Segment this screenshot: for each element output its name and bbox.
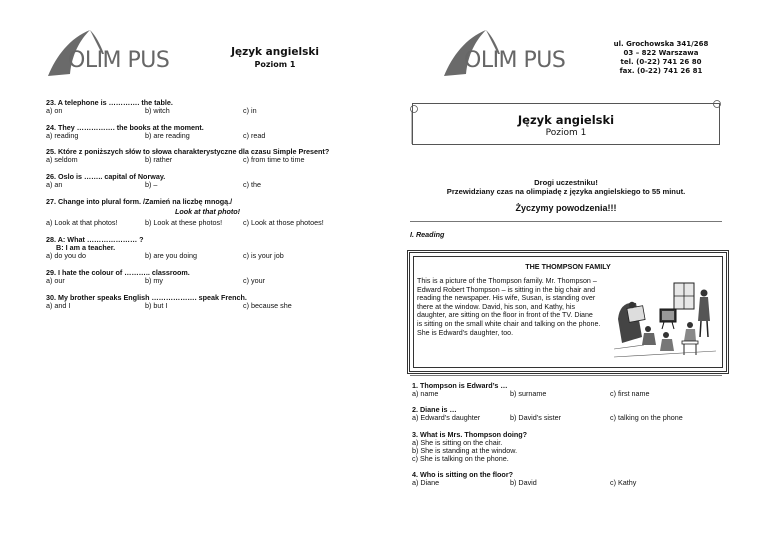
option-30a: a) and I: [46, 301, 71, 310]
reading-line: is sitting on the small white chair and talking on the phone.: [417, 319, 601, 328]
question-23: 23. A telephone is …………. the table.: [46, 98, 173, 107]
reading-option-1b: b) surname: [510, 389, 547, 398]
reading-option-1c: c) first name: [610, 389, 650, 398]
reading-title: THE THOMPSON FAMILY: [525, 262, 611, 271]
option-28c: c) is your job: [243, 251, 284, 260]
reading-box: [407, 250, 729, 374]
option-23b: b) witch: [145, 106, 170, 115]
scroll-curl-icon: [404, 100, 724, 148]
question-29: 29. I hate the colour of ……….. classroom.: [46, 268, 190, 277]
question-27: 27. Change into plural form. /Zamień na liczbę mnogą./: [46, 197, 233, 206]
reading-text: [417, 277, 613, 337]
option-28b: b) are you doing: [145, 251, 197, 260]
divider-top: [410, 221, 722, 222]
question-28-answer: B: I am a teacher.: [56, 243, 116, 252]
option-23a: a) on: [46, 106, 63, 115]
reading-option-3b: b) She is standing at the window.: [412, 446, 518, 455]
option-26b: b) –: [145, 180, 158, 189]
reading-option-4b: b) David: [510, 478, 537, 487]
reading-option-3a: a) She is sitting on the chair.: [412, 438, 503, 447]
option-26c: c) the: [243, 180, 261, 189]
question-25: 25. Które z poniższych słów to słowa charakterystyczne dla czasu Simple Present?: [46, 147, 330, 156]
address-city: 03 – 822 Warszawa: [623, 49, 699, 57]
greeting: Drogi uczestniku!: [534, 178, 598, 187]
question-24: 24. They ……………. the books at the moment.: [46, 123, 204, 132]
reading-box-inner: [413, 256, 723, 368]
divider-bottom: [410, 375, 722, 376]
reading-option-4c: c) Kathy: [610, 478, 637, 487]
family-illustration: [614, 279, 716, 361]
option-24c: c) read: [243, 131, 266, 140]
reading-option-3c: c) She is talking on the phone.: [412, 454, 509, 463]
address-street: ul. Grochowska 341/268: [613, 40, 709, 48]
address-fax: fax. (0-22) 741 26 81: [619, 67, 703, 75]
option-26a: a) an: [46, 180, 63, 189]
option-27b: b) Look at these photos!: [145, 218, 223, 227]
reading-line: there at the window. David, his son, and Kathy, his: [417, 302, 575, 311]
reading-option-2b: b) David’s sister: [510, 413, 561, 422]
reading-question-4: 4. Who is sitting on the floor?: [412, 470, 514, 479]
reading-option-2c: c) talking on the phone: [610, 413, 683, 422]
scroll-level: Poziom 1: [545, 128, 587, 138]
logo-text: OLIM PUS: [68, 48, 170, 73]
option-23c: c) in: [243, 106, 257, 115]
address-phone: tel. (0-22) 741 26 80: [620, 58, 702, 66]
reading-question-2: 2. Diane is …: [412, 405, 457, 414]
reading-option-1a: a) name: [412, 389, 439, 398]
scroll-title: Język angielski: [517, 113, 615, 127]
reading-line: reading the newspaper. His wife, Susan, is standing over: [417, 294, 596, 303]
level-label: Poziom 1: [254, 60, 296, 69]
option-25a: a) seldom: [46, 155, 78, 164]
reading-option-4a: a) Diane: [412, 478, 440, 487]
option-24a: a) reading: [46, 131, 79, 140]
section-heading: I. Reading: [410, 230, 445, 239]
reading-line: Edward Robert Thompson – is sitting in the big chair and: [417, 285, 596, 294]
option-25c: c) from time to time: [243, 155, 305, 164]
reading-line: This is a picture of the Thompson family. Mr. Thompson –: [417, 277, 597, 285]
option-29a: a) our: [46, 276, 65, 285]
question-27-sentence: Look at that photo!: [175, 207, 241, 216]
logo-text-right: OLIM PUS: [464, 48, 566, 73]
address-block: [602, 40, 720, 76]
reading-question-3: 3. What is Mrs. Thompson doing?: [412, 430, 527, 439]
reading-question-1: 1. Thompson is Edward’s …: [412, 381, 508, 390]
option-29b: b) my: [145, 276, 163, 285]
option-24b: b) are reading: [145, 131, 190, 140]
option-27c: c) Look at those photoes!: [243, 218, 324, 227]
option-27a: a) Look at that photos!: [46, 218, 118, 227]
option-25b: b) rather: [145, 155, 173, 164]
page-title: Język angielski: [231, 46, 319, 58]
reading-line: She is Edward’s daughter, too.: [417, 328, 514, 337]
reading-option-2a: a) Edward’s daughter: [412, 413, 481, 422]
question-26: 26. Oslo is …….. capital of Norway.: [46, 172, 166, 181]
question-30: 30. My brother speaks English ………………. speak French.: [46, 293, 247, 302]
question-28: 28. A: What ………………… ?: [46, 235, 144, 244]
option-30b: b) but I: [145, 301, 168, 310]
option-28a: a) do you do: [46, 251, 86, 260]
time-note: Przewidziany czas na olimpiadę z języka angielskiego to 55 minut.: [446, 187, 686, 196]
option-29c: c) your: [243, 276, 265, 285]
option-30c: c) because she: [243, 301, 292, 310]
reading-line: daughter, are sitting on the floor in front of the TV. Diane: [417, 311, 593, 320]
good-luck: Życzymy powodzenia!!!: [515, 203, 617, 213]
